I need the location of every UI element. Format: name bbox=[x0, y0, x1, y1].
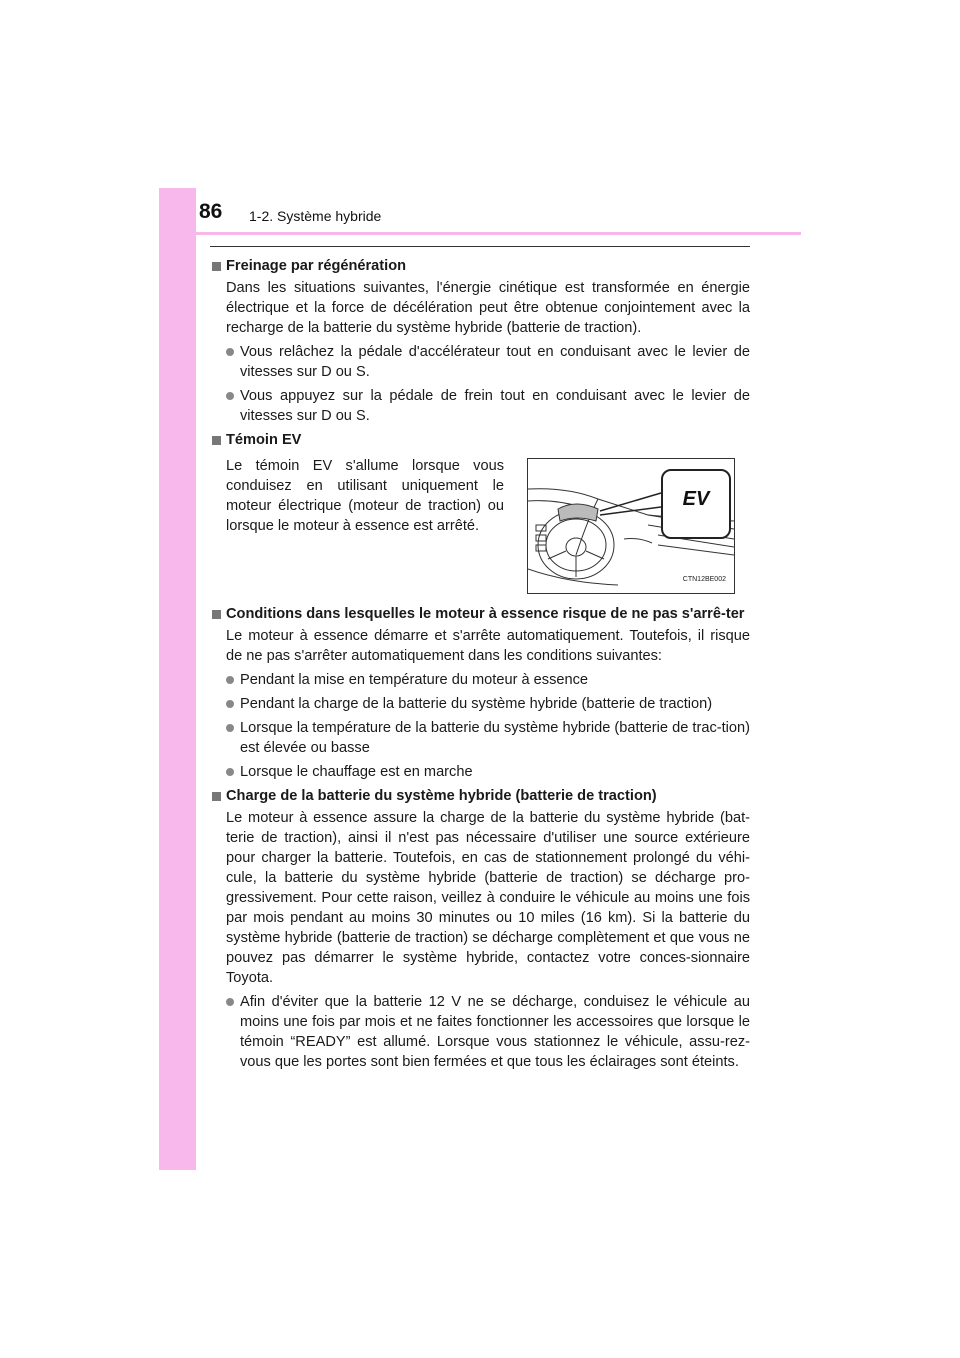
circle-bullet-icon bbox=[226, 998, 234, 1006]
list-item: Lorsque la température de la batterie du système hybride (batterie de trac-tion) est élevée ou basse bbox=[212, 718, 750, 758]
heading-ev: Témoin EV bbox=[212, 430, 750, 450]
heading-charge: Charge de la batterie du système hybride (batterie de traction) bbox=[212, 786, 750, 806]
circle-bullet-icon bbox=[226, 392, 234, 400]
circle-bullet-icon bbox=[226, 676, 234, 684]
square-bullet-icon bbox=[212, 262, 221, 271]
heading-regen: Freinage par régénération bbox=[212, 256, 750, 276]
circle-bullet-icon bbox=[226, 724, 234, 732]
list-item: Afin d'éviter que la batterie 12 V ne se décharge, conduisez le véhicule au moins une fois par mois et ne faites fonctionner les accessoires que lorsque le témoin “READY” est allumé. Lorsque vous stationnez le véhicule, assu-rez-vous que les portes sont bien fermées et que tous les éclairages sont éteints. bbox=[212, 992, 750, 1072]
paragraph-ev: Le témoin EV s'allume lorsque vous conduisez en utilisant uniquement le moteur électrique (moteur de traction) ou lorsque le moteur à essence est arrêté. bbox=[226, 458, 504, 534]
heading-conditions: Conditions dans lesquelles le moteur à essence risque de ne pas s'arrê-ter bbox=[212, 604, 750, 624]
chapter-tab-bar bbox=[159, 188, 196, 1170]
page-number: 86 bbox=[199, 200, 223, 223]
list-item: Lorsque le chauffage est en marche bbox=[212, 762, 750, 782]
ev-indicator-icon: EV bbox=[661, 469, 731, 539]
list-item: Pendant la mise en température du moteur à essence bbox=[212, 670, 750, 690]
list-item: Vous relâchez la pédale d'accélérateur tout en conduisant avec le levier de vitesses sur D ou S. bbox=[212, 342, 750, 382]
page-content bbox=[212, 256, 750, 1076]
paragraph-regen: Dans les situations suivantes, l'énergie cinétique est transformée en énergie électrique et la force de décélération peut être obtenue conjointement avec la recharge de la batterie du système hybride (batterie de traction). bbox=[226, 280, 750, 336]
dashboard-illustration bbox=[527, 458, 735, 594]
figure-code: CTN12BE002 bbox=[682, 576, 726, 583]
list-item: Pendant la charge de la batterie du système hybride (batterie de traction) bbox=[212, 694, 750, 714]
list-item: Vous appuyez sur la pédale de frein tout en conduisant avec le levier de vitesses sur D ou S. bbox=[212, 386, 750, 426]
header-rule bbox=[196, 232, 801, 235]
square-bullet-icon bbox=[212, 792, 221, 801]
paragraph-conditions: Le moteur à essence démarre et s'arrête automatiquement. Toutefois, il risque de ne pas s'arrêter automatiquement dans les conditions suivantes: bbox=[226, 628, 750, 664]
square-bullet-icon bbox=[212, 610, 221, 619]
circle-bullet-icon bbox=[226, 348, 234, 356]
circle-bullet-icon bbox=[226, 700, 234, 708]
ev-block bbox=[212, 452, 750, 592]
circle-bullet-icon bbox=[226, 768, 234, 776]
section-title: 1-2. Système hybride bbox=[249, 208, 382, 224]
square-bullet-icon bbox=[212, 436, 221, 445]
paragraph-charge: Le moteur à essence assure la charge de la batterie du système hybride (bat-terie de traction), ainsi il n'est pas nécessaire d'utiliser une source extérieure pour charger la batterie. Toutefois, en cas de stationnement prolongé du véhi-cule, la batterie du système hybride (batterie de traction) se décharge pro-gressivement. Pour cette raison, veillez à conduire le véhicule au moins une fois par mois pendant au moins 30 minutes ou 10 miles (16 km). Si la batterie du système hybride (batterie de traction) se décharge complètement et que vous ne pouvez pas démarrer le système hybride, contactez votre conces-sionnaire Toyota. bbox=[226, 810, 750, 986]
content-rule bbox=[210, 246, 750, 247]
